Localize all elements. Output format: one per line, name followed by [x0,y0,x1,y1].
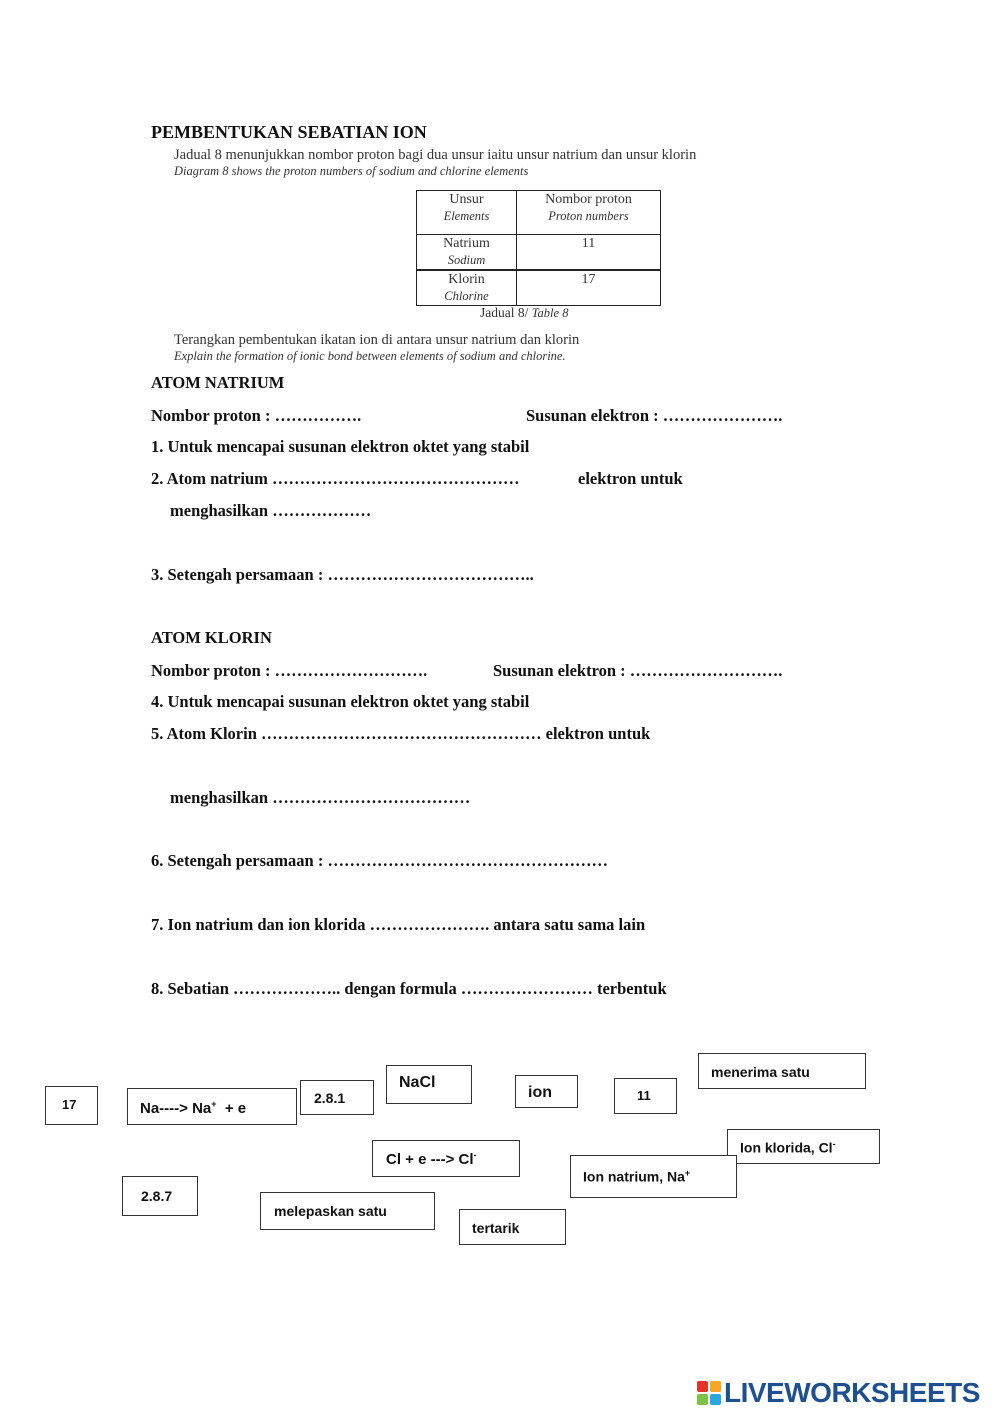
table-cell: Klorin Chlorine [417,270,517,306]
answer-box-na-equation[interactable]: Na----> Na+ + e [127,1088,297,1125]
intro-english: Diagram 8 shows the proton numbers of sodium and chlorine elements [174,164,529,178]
answer-box-menerima-satu[interactable]: menerima satu [698,1053,866,1089]
table-header-cell: Nombor proton Proton numbers [517,191,661,235]
table-cell: 17 [517,270,661,306]
answer-box-ion[interactable]: ion [515,1075,578,1108]
proton-number-table [416,190,661,306]
cl-proton-blank: Nombor proton : ………………………. [151,661,428,680]
question-english: Explain the formation of ionic bond between elements of sodium and chlorine. [174,349,566,363]
answer-box-2-8-1[interactable]: 2.8.1 [300,1080,374,1115]
step-5-continued: menghasilkan ……………………………… [170,788,471,807]
table-cell: 11 [517,235,661,271]
answer-box-cl-equation[interactable]: Cl + e ---> Cl- [372,1140,520,1177]
step-7: 7. Ion natrium dan ion klorida …………………. antara satu sama lain [151,915,646,934]
table-header-row [417,191,661,235]
table-row [417,235,661,271]
table-header-cell: Unsur Elements [417,191,517,235]
answer-box-11[interactable]: 11 [614,1078,677,1114]
liveworksheets-logo-icon [697,1381,721,1405]
step-2-suffix: elektron untuk [578,469,683,488]
table-caption: Jadual 8/ Table 8 [480,305,569,320]
answer-box-17[interactable]: 17 [45,1086,98,1125]
worksheet-title: PEMBENTUKAN SEBATIAN ION [151,122,427,142]
na-susunan-blank: Susunan elektron : …………………. [526,406,783,425]
table-cell: Natrium Sodium [417,235,517,271]
answer-box-nacl[interactable]: NaCl [386,1065,472,1104]
step-1: 1. Untuk mencapai susunan elektron oktet yang stabil [151,437,530,456]
step-2-continued: menghasilkan ……………… [170,501,372,520]
liveworksheets-brand: LIVEWORKSHEETS [724,1377,980,1408]
na-proton-blank: Nombor proton : ……………. [151,406,362,425]
answer-box-ion-natrium[interactable]: Ion natrium, Na+ [570,1155,737,1198]
answer-box-ion-klorida[interactable]: Ion klorida, Cl- [727,1129,880,1164]
step-2: 2. Atom natrium ……………………………………… [151,469,520,488]
klorin-heading: ATOM KLORIN [151,628,272,647]
step-8: 8. Sebatian ……………….. dengan formula …………………… terbentuk [151,979,667,998]
intro-malay: Jadual 8 menunjukkan nombor proton bagi dua unsur iaitu unsur natrium dan unsur klorin [174,147,697,163]
step-5: 5. Atom Klorin …………………………………………… elektron untuk [151,724,651,743]
table-row [417,270,661,306]
question-malay: Terangkan pembentukan ikatan ion di antara unsur natrium dan klorin [174,332,580,348]
step-3: 3. Setengah persamaan : ……………………………….. [151,565,534,584]
natrium-heading: ATOM NATRIUM [151,373,285,392]
step-4: 4. Untuk mencapai susunan elektron oktet yang stabil [151,692,530,711]
answer-box-tertarik[interactable]: tertarik [459,1209,566,1245]
step-6: 6. Setengah persamaan : …………………………………………… [151,851,608,870]
answer-box-melepaskan-satu[interactable]: melepaskan satu [260,1192,435,1230]
cl-susunan-blank: Susunan elektron : ………………………. [493,661,783,680]
answer-box-2-8-7[interactable]: 2.8.7 [122,1176,198,1216]
